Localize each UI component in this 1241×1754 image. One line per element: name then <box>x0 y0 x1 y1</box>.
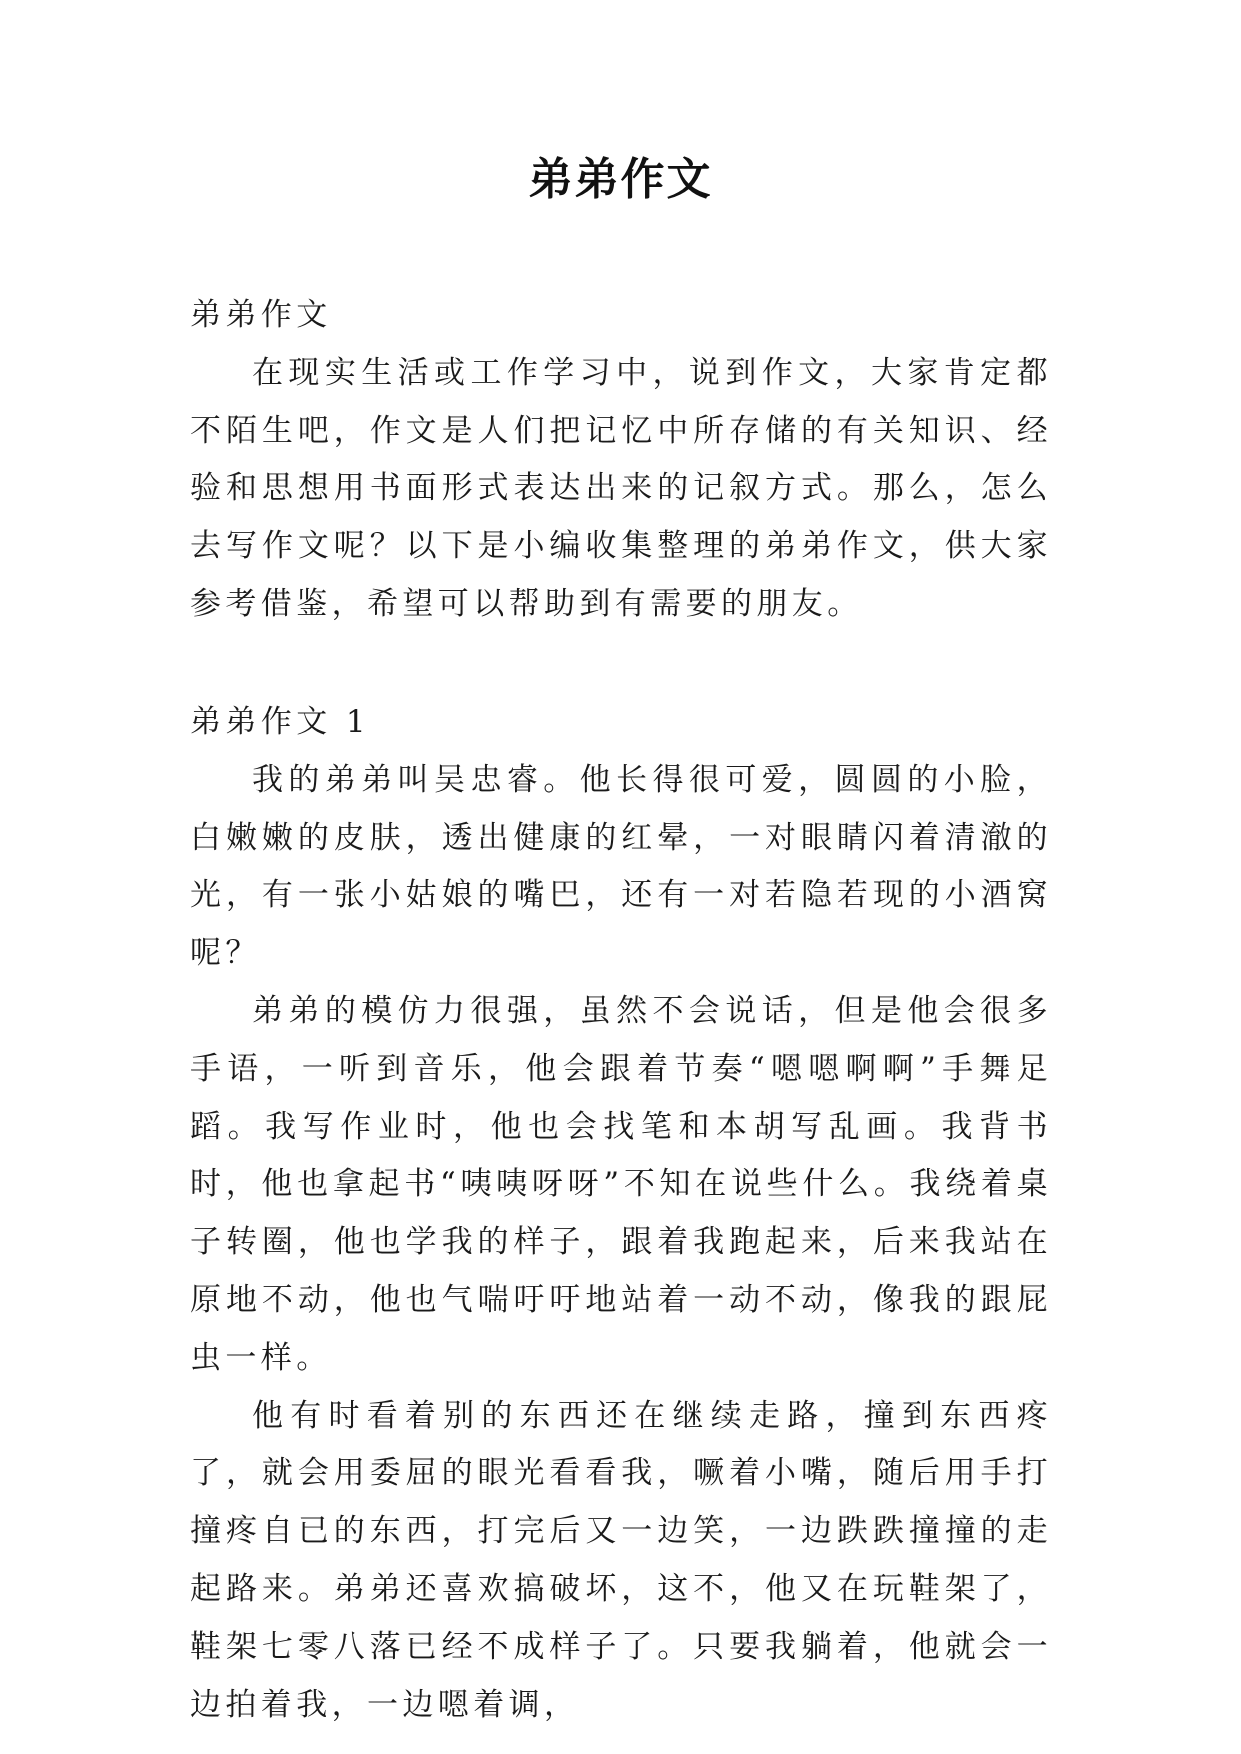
essay-1-paragraph-1: 我的弟弟叫吴忠睿。他长得很可爱，圆圆的小脸，白嫩嫩的皮肤，透出健康的红晕，一对眼睛闪着清澈的光，有一张小姑娘的嘴巴，还有一对若隐若现的小酒窝呢？ <box>190 761 1052 972</box>
document-title: 弟弟作文 <box>528 154 713 205</box>
essay-1-paragraph-2: 弟弟的模仿力很强，虽然不会说话，但是他会很多手语，一听到音乐，他会跟着节奏“嗯嗯啊啊”手舞足蹈。我写作业时，他也会找笔和本胡写乱画。我背书时，他也拿起书“咦咦呀呀”不知在说些什么。我绕着桌子转圈，他也学我的样子，跟着我跑起来，后来我站在原地不动，他也气喘吁吁地站着一动不动，像我的跟屁虫一样。 <box>190 992 1052 1376</box>
essay-1-section <box>190 694 1052 1734</box>
essay-1-heading: 弟弟作文 1 <box>190 704 370 740</box>
intro-heading: 弟弟作文 <box>190 297 332 333</box>
essay-1-paragraph-3: 他有时看着别的东西还在继续走路，撞到东西疼了，就会用委屈的眼光看看我，噘着小嘴，随后用手打撞疼自已的东西，打完后又一边笑，一边跌跌撞撞的走起路来。弟弟还喜欢搞破坏，这不，他又在玩鞋架了，鞋架七零八落已经不成样子了。只要我躺着，他就会一边拍着我，一边嗯着调， <box>190 1397 1052 1723</box>
intro-section <box>190 287 1052 634</box>
intro-paragraph: 在现实生活或工作学习中，说到作文，大家肯定都不陌生吧，作文是人们把记忆中所存储的有关知识、经验和思想用书面形式表达出来的记叙方式。那么，怎么去写作文呢？以下是小编收集整理的弟弟作文，供大家参考借鉴，希望可以帮助到有需要的朋友。 <box>190 354 1052 622</box>
